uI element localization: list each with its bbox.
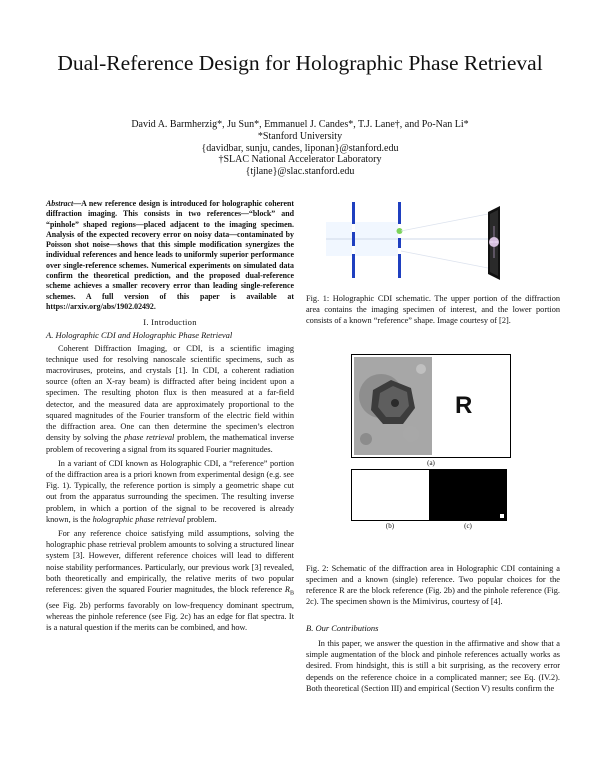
section-heading-introduction: I. Introduction bbox=[143, 317, 197, 328]
figure-2a-specimen-with-reference bbox=[351, 354, 511, 458]
figure-1-caption: Fig. 1: Holographic CDI schematic. The upper portion of the diffraction area contains the imaging specimen of interest, and the lower portion consists of a known “reference” shape. Image courtesy of [2]. bbox=[306, 294, 560, 325]
pinhole-reference-image bbox=[429, 469, 507, 521]
subsection-heading-contributions: B. Our Contributions bbox=[306, 623, 379, 633]
abstract bbox=[46, 199, 294, 312]
figure-2c-label: (c) bbox=[464, 522, 472, 530]
paper-title: Dual-Reference Design for Holographic Phase Retrieval bbox=[57, 51, 543, 75]
email-stanford: {davidbar, sunju, candes, liponan}@stanford.edu bbox=[201, 142, 399, 154]
figure-2b-label: (b) bbox=[385, 522, 395, 530]
intro-paragraph-1: Coherent Diffraction Imaging, or CDI, is a scientific imaging technique used for resolving nanoscale scientific specimens, such as macroviruses, proteins, and crystals [1]. In CDI, a coherent radiation source (often an X-ray beam) is diffracted after being incident upon a specimen. The resulting photon flux is then measured at a far-field detector, and the measured data are approximately proportional to the squared magnitudes of the Fourier transform of the electric field within the diffraction area. One can then determine the specimen’s electron density by solving the phase retrieval problem, the mathematical inverse problem of recovering a signal from its squared Fourier magnitudes. bbox=[46, 343, 294, 454]
figure-1-schematic bbox=[306, 196, 560, 288]
abstract-label: Abstract bbox=[46, 199, 74, 208]
pinhole-dot bbox=[500, 514, 504, 518]
specimen-and-reference-image bbox=[351, 354, 511, 458]
reference-letter: R bbox=[455, 392, 473, 419]
intro-paragraph-3: For any reference choice satisfying mild assumptions, solving the holographic phase retrieval problem amounts to solving a structured linear system [3]. However, different reference choices will lead to different noise stability performances. Particularly, our previous work [3] revealed, both theoretically and empirically, the relative merits of two popular references: given the squared Fourier magnitudes, the block reference $R_B$ (see Fig. 2b) performs favorably on low-frequency dominant spectrum, whereas the pinhole reference (see Fig. 2c) has an edge for flat spectra. It is a natural question if the merits can be combined, and how. bbox=[46, 528, 294, 633]
figure-2-caption: Fig. 2: Schematic of the diffraction area in Holographic CDI containing a specimen and a known (single) reference. Two popular choices for the reference R are the block reference (Fig. 2b) and the pinhole reference (Fig. 2c). The specimen shown is the Mimivirus, courtesy of [4]. bbox=[306, 564, 560, 606]
block-reference-image bbox=[351, 469, 430, 521]
cdi-schematic-image bbox=[306, 196, 560, 288]
author-block bbox=[40, 119, 560, 178]
figure-2a-label: (a) bbox=[427, 459, 435, 467]
author-names: David A. Barmherzig*, Ju Sun*, Emmanuel J. Candes*, T.J. Lane†, and Po-Nan Li* bbox=[131, 119, 469, 130]
affiliation-slac: †SLAC National Accelerator Laboratory bbox=[218, 154, 382, 166]
abstract-text: —A new reference design is introduced for holographic coherent diffraction imaging. This consists in two references—“block” and “pinhole” shaped regions—placed adjacent to the imaging specimen. Analysis of the expected recovery error on noisy data—contaminated by Poisson shot noise—shows that this simple modification synergizes the individual references and hence leads to uniformly superior performance over single-reference schemes. Numerical experiments on simulated data confirm the theoretical prediction, and the proposed dual-reference scheme achieves a smaller recovery error than leading single-reference schemes. A full version of this paper is available at https://arxiv.org/abs/1902.02492. bbox=[46, 199, 294, 311]
intro-paragraph-2: In a variant of CDI known as Holographic CDI, a “reference” portion of the diffraction area is a priori known from experimental design (e.g. see Fig. 1). Typically, the reference portion is simply a geometric shape cut out from the apparatus surrounding the specimen. The resulting inverse problem, in which a portion of the signal to be recovered is already known, is the holographic phase retrieval problem. bbox=[46, 458, 294, 524]
left-column bbox=[46, 199, 294, 633]
contributions-paragraph: In this paper, we answer the question in the affirmative and show that a simple augmentation of the block and pinhole references actually works as desired. From hindsight, this is still a bit surprising, as the recovery error depends on the reference choice in a complicated manner; see Eq. (IV.2). Both theoretical (Section III) and empirical (Section V) results confirm the bbox=[306, 639, 560, 693]
subsection-heading-holographic-cdi: A. Holographic CDI and Holographic Phase Retrieval bbox=[46, 330, 233, 341]
affiliation-stanford: *Stanford University bbox=[257, 130, 343, 142]
email-slac: {tjlane}@slac.stanford.edu bbox=[245, 166, 355, 178]
